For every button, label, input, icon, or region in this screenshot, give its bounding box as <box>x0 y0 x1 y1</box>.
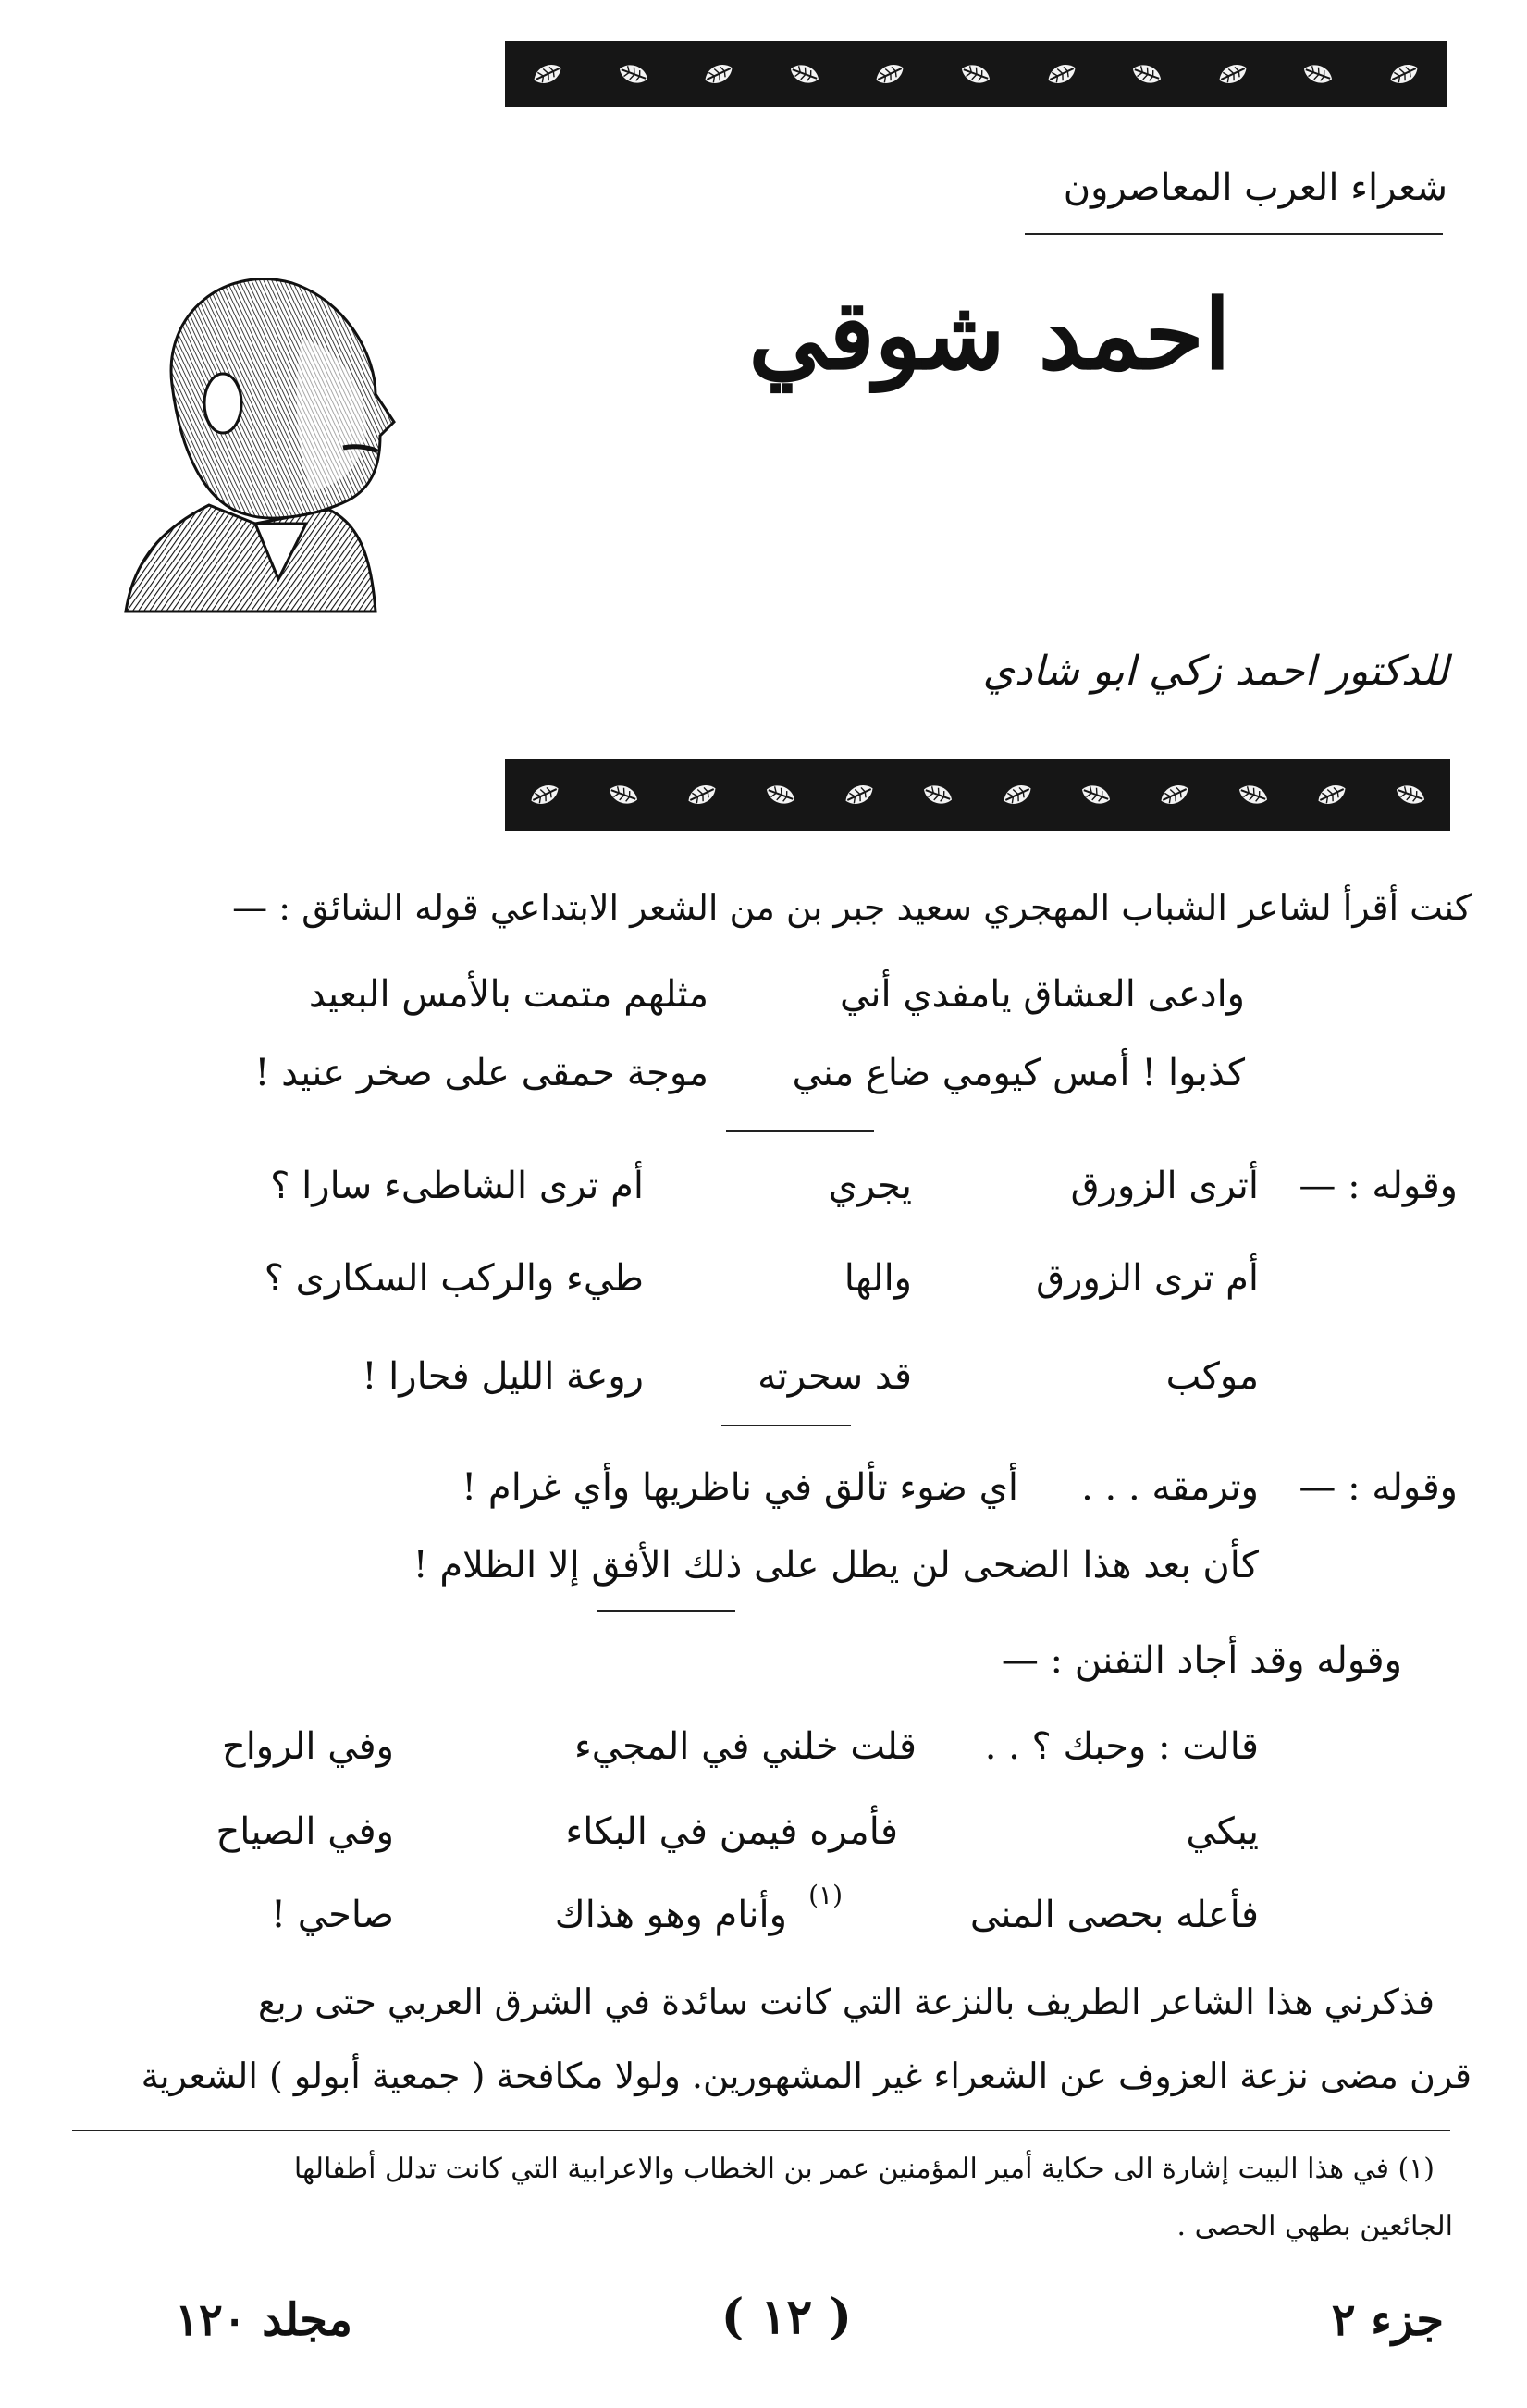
divider <box>726 1130 874 1132</box>
leaf-ornament-icon <box>1215 60 1250 88</box>
poem4-footnote-ref: (١) <box>808 1880 843 1910</box>
poem1-line2-b: موجة حمقى على صخر عنيد ! <box>254 1052 708 1094</box>
series-underline <box>1025 233 1443 235</box>
leaf-ornament-icon <box>1157 781 1192 809</box>
intro-text: كنت أقرأ لشاعر الشباب المهجري سعيد جبر بن من الشعر الابتداعي قوله الشائق : — <box>232 887 1472 928</box>
poem2-line2-b: والها <box>844 1257 912 1300</box>
leaf-ornament-icon <box>606 781 641 809</box>
poem2-line3-c: روعة الليل فحارا ! <box>362 1355 644 1398</box>
poem4-line3-c: صاحي ! <box>270 1894 394 1936</box>
leaf-ornament-icon <box>787 60 822 88</box>
poem2-line1-b: يجري <box>828 1165 912 1207</box>
leaf-ornament-icon <box>1300 60 1336 88</box>
leaf-ornament-icon <box>1236 781 1271 809</box>
poem2-line1-a: أترى الزورق <box>1070 1165 1259 1207</box>
divider <box>597 1610 735 1612</box>
leaf-ornament-icon <box>763 781 798 809</box>
footer-part: جزء ٢ <box>1331 2294 1444 2346</box>
poem2-line1-c: أم ترى الشاطىء سارا ؟ <box>270 1165 644 1207</box>
top-ornament-banner <box>505 41 1447 107</box>
poem2-line3-b: قد سحرته <box>757 1355 912 1398</box>
poem1-line2-a: كذبوا ! أمس كيومي ضاع مني <box>792 1052 1245 1094</box>
poem2-intro: وقوله : — <box>1299 1165 1458 1207</box>
poet-portrait <box>117 246 396 616</box>
divider <box>721 1425 851 1426</box>
leaf-ornament-icon <box>1000 781 1035 809</box>
poem1-line1-a: وادعى العشاق يامفدي أني <box>840 973 1245 1016</box>
poem3-line1: أي ضوء تألق في ناظريها وأي غرام ! <box>462 1466 1018 1509</box>
leaf-ornament-icon <box>1129 60 1164 88</box>
leaf-ornament-icon <box>842 781 877 809</box>
leaf-ornament-icon <box>1393 781 1428 809</box>
poem4-line3-a: فأعله بحصى المنى <box>969 1894 1259 1936</box>
prose-line2: قرن مضى نزعة العزوف عن الشعراء غير المشهورين. ولولا مكافحة ( جمعية أبولو ) الشعرية <box>141 2056 1472 2096</box>
leaf-ornament-icon <box>616 60 651 88</box>
poem2-line2-c: طيء والركب السكارى ؟ <box>264 1257 644 1300</box>
leaf-ornament-icon <box>1044 60 1079 88</box>
leaf-ornament-icon <box>958 60 993 88</box>
poem2-line2-a: أم ترى الزورق <box>1036 1257 1259 1300</box>
poem4-line2-c: وفي الصياح <box>216 1810 394 1853</box>
poem4-line1-c: وفي الرواح <box>221 1725 394 1768</box>
poem4-line1-b: قلت خلني في المجيء <box>573 1725 917 1768</box>
poem4-line3-b: وأنام وهو هذاك <box>554 1894 787 1936</box>
poem2-line3-a: موكب <box>1165 1355 1259 1398</box>
poem3-intro-b: وترمقه . . . <box>1081 1466 1259 1509</box>
poem4-line2-a: يبكي <box>1186 1810 1259 1853</box>
author-byline: للدكتور احمد زكي ابو شادي <box>982 648 1448 695</box>
footer-page-number: ( ١٢ ) <box>720 2289 852 2345</box>
leaf-ornament-icon <box>684 781 720 809</box>
leaf-ornament-icon <box>920 781 955 809</box>
poem4-intro: وقوله وقد أجاد التفنن : — <box>1001 1639 1402 1682</box>
leaf-ornament-icon <box>1386 60 1422 88</box>
leaf-ornament-icon <box>872 60 907 88</box>
footnote-line2: الجائعين بطهي الحصى . <box>1176 2210 1453 2242</box>
poem1-line1-b: مثلهم متمت بالأمس البعيد <box>308 973 708 1016</box>
poem3-intro: وقوله : — <box>1299 1466 1458 1509</box>
middle-ornament-banner <box>505 759 1450 831</box>
prose-line1: فذكرني هذا الشاعر الطريف بالنزعة التي كانت سائدة في الشرق العربي حتى ربع <box>257 1982 1435 2022</box>
series-heading: شعراء العرب المعاصرون <box>1063 167 1447 209</box>
poem3-line2: كأن بعد هذا الضحى لن يطل على ذلك الأفق إلا الظلام ! <box>413 1544 1259 1587</box>
leaf-ornament-icon <box>527 781 562 809</box>
leaf-ornament-icon <box>701 60 736 88</box>
poem4-line2-b: فأمره فيمن في البكاء <box>565 1810 898 1853</box>
leaf-ornament-icon <box>1078 781 1114 809</box>
footnote-rule <box>72 2130 1450 2131</box>
footer-volume: مجلد ١٢٠ <box>175 2294 352 2346</box>
footnote-line1: (١) في هذا البيت إشارة الى حكاية أمير المؤمنين عمر بن الخطاب والاعرابية التي كانت تدلل أطفالها <box>293 2153 1435 2185</box>
leaf-ornament-icon <box>1314 781 1349 809</box>
leaf-ornament-icon <box>530 60 565 88</box>
poem4-line1-a: قالت : وحبك ؟ . . <box>984 1725 1259 1768</box>
page-title: احمد شوقي <box>748 278 1231 391</box>
